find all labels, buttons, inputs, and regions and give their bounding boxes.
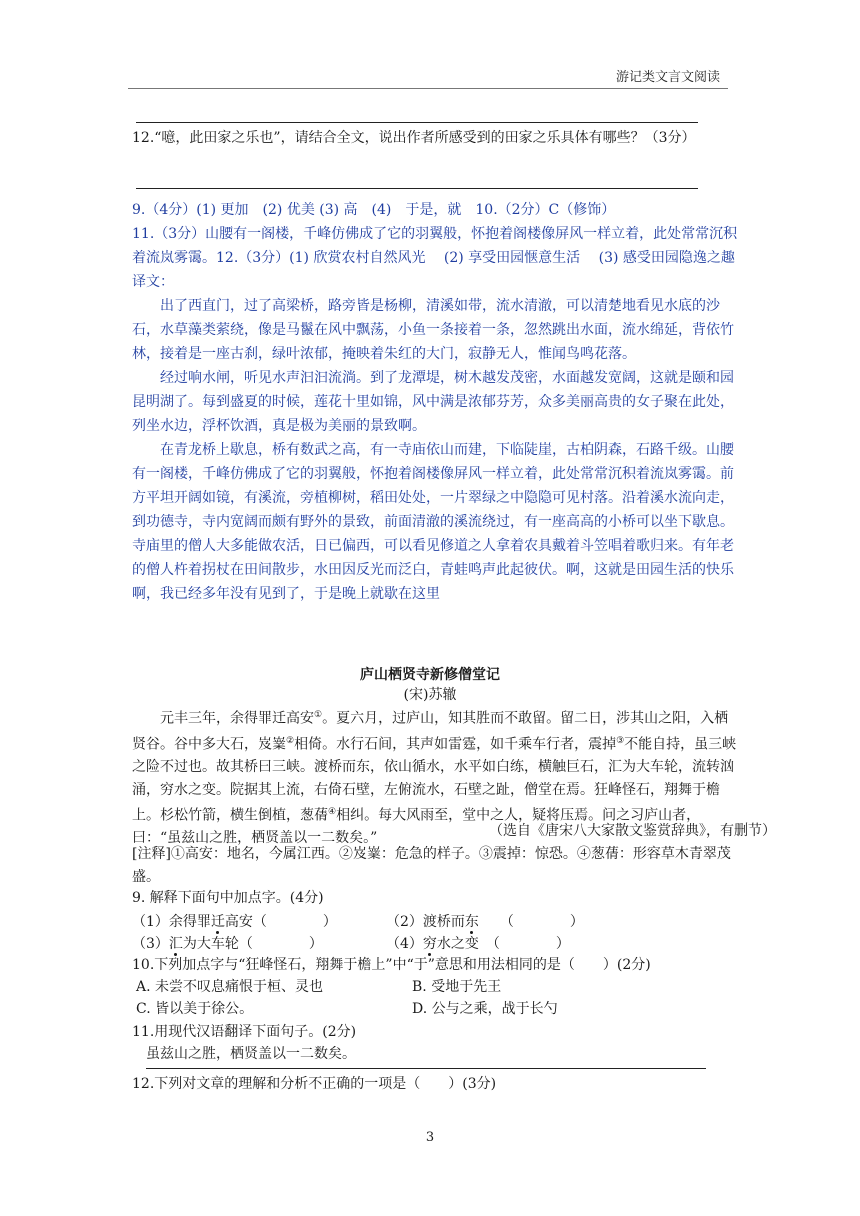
option-a: A. 未尝不叹息痛恨于桓、灵也 [136, 979, 324, 995]
question-9-row [132, 911, 738, 933]
translation-paragraph-2: 经过响水闸，听见水声汩汩流淌。到了龙潭堤，树木越发茂密，水面越发宽阔，这就是颐和园昆明湖了。每到盛夏的时候，莲花十里如锦，风中满是浓郁芬芳，众多美丽高贵的女子聚在此处，列坐水边，浮杯饮酒，真是极为美丽的景致啊。 [132, 370, 734, 434]
question-11-stem: 11.用现代汉语翻译下面句子。(2分) [132, 1024, 357, 1040]
page-number: 3 [425, 1130, 435, 1145]
footnote-marker: ② [286, 736, 295, 747]
header-title: 游记类文言文阅读 [615, 70, 720, 85]
question-11 [132, 1021, 738, 1065]
question-10-row [132, 998, 738, 1020]
footnote-marker: ③ [616, 736, 625, 747]
question-10-stem: 10.下列加点字与“狂峰怪石，翔舞于檐上”中“于”意思和用法相同的是（ ）(2分) [132, 957, 651, 973]
question-9-row [132, 933, 738, 955]
translation-label: 译文： [132, 274, 174, 290]
question-10 [132, 954, 738, 1020]
question-11-sentence: 虽兹山之胜，栖贤盖以一二数矣。 [146, 1046, 356, 1062]
answer-line [146, 1068, 706, 1069]
answer-line [136, 122, 698, 123]
header-rule [128, 88, 728, 89]
answer-line [136, 188, 698, 189]
question-9-item-4: （4）穷水之变 （ ） [386, 936, 570, 952]
article-paragraph: 元丰三年，余得罪迁高安①。夏六月，过庐山，知其胜而不敢留。留二日，涉其山之阳，入栖贤谷。谷中多大石，岌嶪②相倚。水行石间，其声如雷霆，如千乘车行者，震掉③不能自持，虽三峡之险不过也。故其桥曰三峡。渡桥而东，依山循水，水平如白练，横触巨石，汇为大车轮，流转汹涌，穷水之变。院据其上流，右倚石壁，左俯流水，石壁之趾，僧堂在焉。狂峰怪石，翔舞于檐上。杉松竹箭，横生倒植，葱蒨④相纠。每大风雨至，堂中之人，疑将压焉。问之习庐山者，曰：“虽兹山之胜，栖贤盖以一二数矣。” [132, 710, 737, 847]
article-notes: [注释]①高安：地名，今属江西。②岌嶪：危急的样子。③震掉：惊恐。④葱蒨：形容草木青翠茂盛。 [132, 846, 731, 885]
option-d: D. 公与之乘，战于长勺 [412, 1001, 558, 1017]
question-9-item-3: （3）汇为大车轮（ ） [132, 936, 323, 952]
article-author: (宋)苏辙 [403, 687, 457, 703]
answer-line-2: 11.（3分）山腰有一阁楼，千峰仿佛成了它的羽翼般，怀抱着阁楼像屏风一样立着，此处常常沉积着流岚雾霭。12.（3分）(1) 欣赏农村自然风光 (2) 享受田园惬意生活 (3) 感受田园隐逸之趣 [132, 226, 738, 266]
option-c: C. 皆以美于徐公。 [136, 1001, 254, 1017]
answer-key [132, 198, 738, 606]
question-12: 12.下列对文章的理解和分析不正确的一项是（ ）(3分) [132, 1076, 497, 1092]
article-source: （选自《唐宋八大家散文鉴赏辞典》，有删节） [489, 823, 776, 839]
question-9-item-1: （1）余得罪迁高安（ ） [132, 914, 337, 930]
translation-paragraph-3: 在青龙桥上歇息，桥有数武之高，有一寺庙依山而建，下临陡崖，古柏阴森，石路千级。山腰有一阁楼，千峰仿佛成了它的羽翼般，怀抱着阁楼像屏风一样立着，此处常常沉积着流岚雾霭。前方平坦开阔如镜，有溪流，旁植柳树，稻田处处，一片翠绿之中隐隐可见村落。沿着溪水流向走，到功德寺，寺内宽阔而颇有野外的景致，前面清澈的溪流绕过，有一座高高的小桥可以坐下歇息。寺庙里的僧人大多能做农活，日已偏西，可以看见修道之人拿着农具戴着斗笠唱着歌归来。有年老的僧人杵着拐杖在田间散步，水田因反光而泛白，青蛙鸣声此起彼伏。啊，这就是田园生活的快乐啊，我已经多年没有见到了，于是晚上就歇在这里 [132, 442, 734, 602]
question-9 [132, 887, 738, 955]
question-9-stem: 9. 解释下面句中加点字。(4分) [132, 890, 324, 906]
answer-line-1: 9.（4分）(1) 更加 (2) 优美 (3) 高 (4) 于是，就 10.（2分）C（修饰） [132, 202, 616, 218]
option-b: B. 受地于先王 [412, 979, 502, 995]
article-title: 庐山栖贤寺新修僧堂记 [360, 667, 500, 683]
question-12-prev: 12.“噫，此田家之乐也”，请结合全文，说出作者所感受到的田家之乐具体有哪些？（3分） [132, 130, 696, 146]
translation-paragraph-1: 出了西直门，过了高梁桥，路旁皆是杨柳，清溪如带，流水清澈，可以清楚地看见水底的沙石，水草藻类萦绕，像是马鬣在风中飘荡，小鱼一条接着一条，忽然跳出水面，流水绵延，背依竹林，接着是一座古刹，绿叶浓郁，掩映着朱红的大门，寂静无人，惟闻鸟鸣花落。 [132, 298, 734, 362]
footnote-marker: ④ [328, 807, 337, 818]
footnote-marker: ① [314, 710, 323, 720]
question-9-item-2: （2）渡桥而东 （ ） [386, 914, 584, 930]
question-10-row [132, 976, 738, 998]
